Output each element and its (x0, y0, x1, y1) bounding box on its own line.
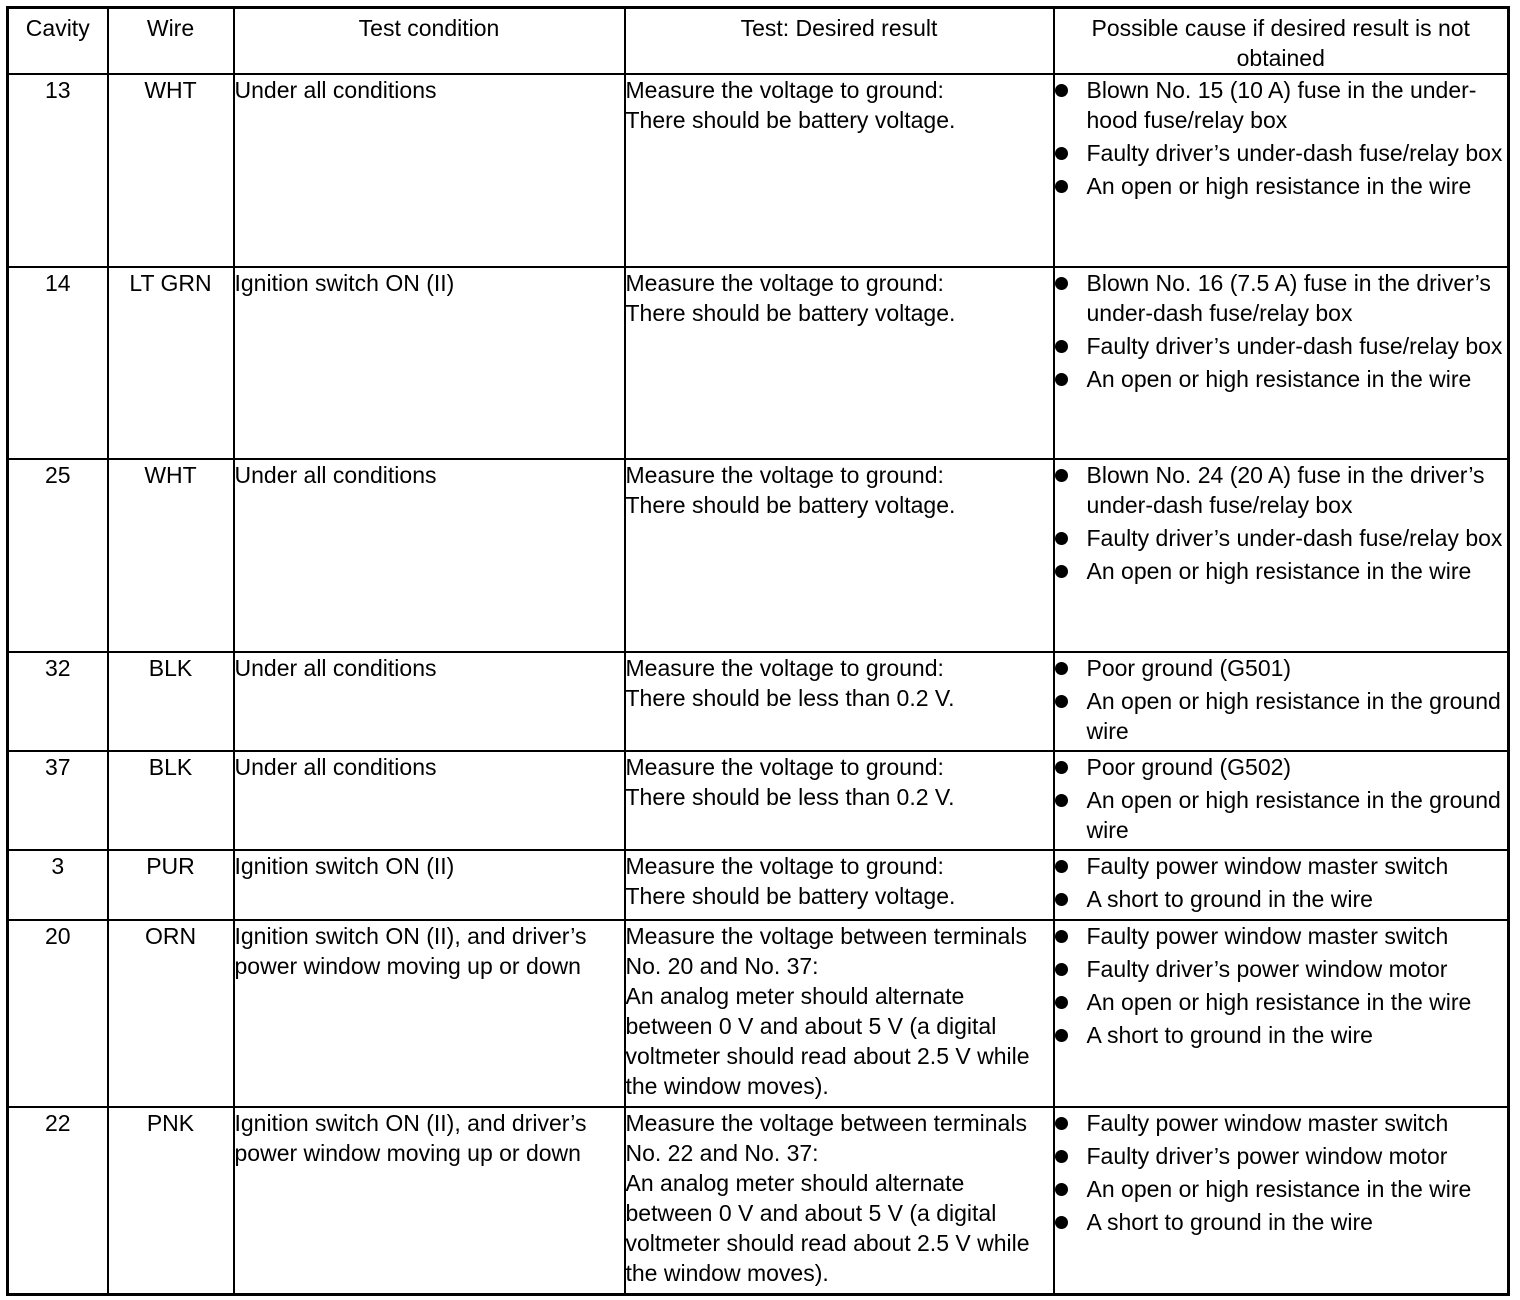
list-item (1055, 268, 1508, 328)
wire-cell-text: BLK (148, 655, 193, 681)
list-item (1055, 1020, 1508, 1050)
cause-text: Faulty power window master switch (1086, 853, 1449, 879)
cause-text: An open or high resistance in the ground wire (1086, 787, 1501, 843)
list-item (1055, 75, 1508, 135)
wire-cell-text: WHT (144, 462, 197, 488)
cause-list (1055, 851, 1508, 914)
cause-list (1055, 752, 1508, 845)
test-condition-cell-text: Ignition switch ON (II) (234, 853, 455, 879)
wire-cell-text: LT GRN (129, 270, 212, 296)
list-item (1055, 523, 1508, 553)
cavity-cell (8, 267, 108, 459)
wire-cell (108, 459, 234, 652)
cause-text: An open or high resistance in the wire (1086, 1176, 1472, 1202)
list-item (1055, 1108, 1508, 1138)
list-item (1055, 138, 1508, 168)
cause-text: Poor ground (G502) (1086, 754, 1292, 780)
test-condition-cell (234, 850, 625, 920)
cavity-cell-text: 20 (44, 923, 71, 949)
cause-text: A short to ground in the wire (1086, 1022, 1373, 1048)
desired-result-cell-text: Measure the voltage to ground: There should be battery voltage. (625, 270, 956, 326)
list-item (1055, 171, 1508, 201)
bullet-icon (1055, 893, 1068, 906)
desired-result-cell (625, 74, 1054, 267)
wire-cell-text: WHT (144, 77, 197, 103)
cavity-cell (8, 1107, 108, 1294)
list-item (1055, 752, 1508, 782)
desired-result-cell-text: Measure the voltage to ground: There should be battery voltage. (625, 853, 956, 909)
cause-text: Poor ground (G501) (1086, 655, 1292, 681)
cause-list (1055, 1108, 1508, 1237)
bullet-icon (1055, 84, 1068, 97)
cause-text: Faulty driver’s under-dash fuse/relay box (1086, 140, 1503, 166)
wire-cell (108, 1107, 234, 1294)
cause-text: A short to ground in the wire (1086, 1209, 1373, 1235)
list-item (1055, 460, 1508, 520)
test-condition-cell-text: Ignition switch ON (II) (234, 270, 455, 296)
bullet-icon (1055, 794, 1068, 807)
bullet-icon (1055, 1150, 1068, 1163)
list-item (1055, 1207, 1508, 1237)
list-item (1055, 331, 1508, 361)
table-row (8, 459, 1509, 652)
test-condition-cell-text: Ignition switch ON (II), and driver’s power window moving up or down (234, 923, 587, 979)
list-item (1055, 884, 1508, 914)
wire-cell (108, 751, 234, 850)
bullet-icon (1055, 761, 1068, 774)
wire-cell (108, 850, 234, 920)
test-condition-cell (234, 751, 625, 850)
desired-result-cell-text: Measure the voltage to ground: There should be less than 0.2 V. (625, 655, 955, 711)
table-row (8, 1107, 1509, 1294)
bullet-icon (1055, 860, 1068, 873)
cause-text: Faulty power window master switch (1086, 923, 1449, 949)
cavity-cell-text: 3 (51, 853, 65, 879)
bullet-icon (1055, 996, 1068, 1009)
possible-cause-cell (1054, 1107, 1509, 1294)
desired-result-cell (625, 920, 1054, 1107)
bullet-icon (1055, 373, 1068, 386)
possible-cause-cell (1054, 74, 1509, 267)
bullet-icon (1055, 963, 1068, 976)
header-test-condition: Test condition (234, 8, 625, 75)
cause-list (1055, 75, 1508, 201)
desired-result-cell (625, 1107, 1054, 1294)
cavity-cell (8, 751, 108, 850)
cause-text: Blown No. 16 (7.5 A) fuse in the driver’s under-dash fuse/relay box (1086, 270, 1491, 326)
table-row (8, 920, 1509, 1107)
cause-list (1055, 921, 1508, 1050)
header-wire: Wire (108, 8, 234, 75)
table-row (8, 751, 1509, 850)
cause-text: Faulty power window master switch (1086, 1110, 1449, 1136)
list-item (1055, 556, 1508, 586)
bullet-icon (1055, 1216, 1068, 1229)
bullet-icon (1055, 1029, 1068, 1042)
cause-list (1055, 460, 1508, 586)
bullet-icon (1055, 180, 1068, 193)
cavity-cell (8, 459, 108, 652)
test-condition-cell (234, 74, 625, 267)
test-condition-cell (234, 1107, 625, 1294)
bullet-icon (1055, 1117, 1068, 1130)
test-condition-cell-text: Under all conditions (234, 655, 437, 681)
possible-cause-cell (1054, 751, 1509, 850)
cavity-cell (8, 74, 108, 267)
cause-text: Faulty driver’s power window motor (1086, 956, 1448, 982)
list-item (1055, 1141, 1508, 1171)
cavity-cell (8, 920, 108, 1107)
cause-text: Faulty driver’s under-dash fuse/relay box (1086, 525, 1503, 551)
table-body (8, 74, 1509, 1294)
cause-text: An open or high resistance in the wire (1086, 366, 1472, 392)
desired-result-cell-text: Measure the voltage to ground: There should be battery voltage. (625, 462, 956, 518)
cavity-cell (8, 850, 108, 920)
bullet-icon (1055, 695, 1068, 708)
test-condition-cell (234, 267, 625, 459)
desired-result-cell-text: Measure the voltage between terminals No. 20 and No. 37: An analog meter should alternate between 0 V and about 5 V (a digital voltmeter should read about 2.5 V while the window moves). (625, 923, 1030, 1099)
desired-result-cell (625, 850, 1054, 920)
desired-result-cell (625, 751, 1054, 850)
cavity-cell-text: 22 (44, 1110, 71, 1136)
possible-cause-cell (1054, 267, 1509, 459)
header-row (8, 8, 1509, 75)
test-condition-cell-text: Under all conditions (234, 462, 437, 488)
cavity-cell-text: 37 (44, 754, 71, 780)
bullet-icon (1055, 1183, 1068, 1196)
list-item (1055, 1174, 1508, 1204)
cause-text: Blown No. 24 (20 A) fuse in the driver’s under-dash fuse/relay box (1086, 462, 1485, 518)
bullet-icon (1055, 147, 1068, 160)
cavity-cell-text: 13 (44, 77, 71, 103)
desired-result-cell-text: Measure the voltage to ground: There should be less than 0.2 V. (625, 754, 955, 810)
wire-cell (108, 74, 234, 267)
cause-list (1055, 653, 1508, 746)
test-condition-cell-text: Under all conditions (234, 754, 437, 780)
cause-text: An open or high resistance in the wire (1086, 173, 1472, 199)
list-item (1055, 851, 1508, 881)
cause-text: Faulty driver’s power window motor (1086, 1143, 1448, 1169)
desired-result-cell-text: Measure the voltage between terminals No. 22 and No. 37: An analog meter should alternate between 0 V and about 5 V (a digital voltmeter should read about 2.5 V while the window moves). (625, 1110, 1030, 1286)
test-condition-cell-text: Ignition switch ON (II), and driver’s power window moving up or down (234, 1110, 587, 1166)
test-condition-cell (234, 920, 625, 1107)
header-desired-result: Test: Desired result (625, 8, 1054, 75)
desired-result-cell (625, 652, 1054, 751)
bullet-icon (1055, 277, 1068, 290)
possible-cause-cell (1054, 920, 1509, 1107)
wire-cell (108, 652, 234, 751)
possible-cause-cell (1054, 652, 1509, 751)
list-item (1055, 653, 1508, 683)
wire-cell (108, 920, 234, 1107)
possible-cause-cell (1054, 850, 1509, 920)
table-row (8, 850, 1509, 920)
cavity-cell (8, 652, 108, 751)
desired-result-cell (625, 267, 1054, 459)
list-item (1055, 921, 1508, 951)
diagnostic-table (6, 6, 1510, 1296)
bullet-icon (1055, 469, 1068, 482)
wire-cell (108, 267, 234, 459)
desired-result-cell-text: Measure the voltage to ground: There should be battery voltage. (625, 77, 956, 133)
bullet-icon (1055, 930, 1068, 943)
desired-result-cell (625, 459, 1054, 652)
cause-text: Faulty driver’s under-dash fuse/relay box (1086, 333, 1503, 359)
list-item (1055, 364, 1508, 394)
list-item (1055, 785, 1508, 845)
bullet-icon (1055, 662, 1068, 675)
test-condition-cell-text: Under all conditions (234, 77, 437, 103)
list-item (1055, 987, 1508, 1017)
cause-text: A short to ground in the wire (1086, 886, 1373, 912)
cavity-cell-text: 32 (44, 655, 71, 681)
header-possible-cause: Possible cause if desired result is not obtained (1054, 8, 1509, 75)
header-cavity: Cavity (8, 8, 108, 75)
list-item (1055, 686, 1508, 746)
bullet-icon (1055, 565, 1068, 578)
test-condition-cell (234, 652, 625, 751)
cause-text: An open or high resistance in the ground wire (1086, 688, 1501, 744)
wire-cell-text: ORN (144, 923, 197, 949)
table-row (8, 652, 1509, 751)
cause-text: An open or high resistance in the wire (1086, 989, 1472, 1015)
cavity-cell-text: 25 (44, 462, 71, 488)
list-item (1055, 954, 1508, 984)
possible-cause-cell (1054, 459, 1509, 652)
bullet-icon (1055, 532, 1068, 545)
wire-cell-text: PNK (146, 1110, 195, 1136)
table-row (8, 267, 1509, 459)
wire-cell-text: BLK (148, 754, 193, 780)
bullet-icon (1055, 340, 1068, 353)
wire-cell-text: PUR (146, 853, 195, 879)
cause-text: Blown No. 15 (10 A) fuse in the under-hood fuse/relay box (1086, 77, 1477, 133)
table-row (8, 74, 1509, 267)
cause-text: An open or high resistance in the wire (1086, 558, 1472, 584)
cause-list (1055, 268, 1508, 394)
cavity-cell-text: 14 (44, 270, 71, 296)
test-condition-cell (234, 459, 625, 652)
